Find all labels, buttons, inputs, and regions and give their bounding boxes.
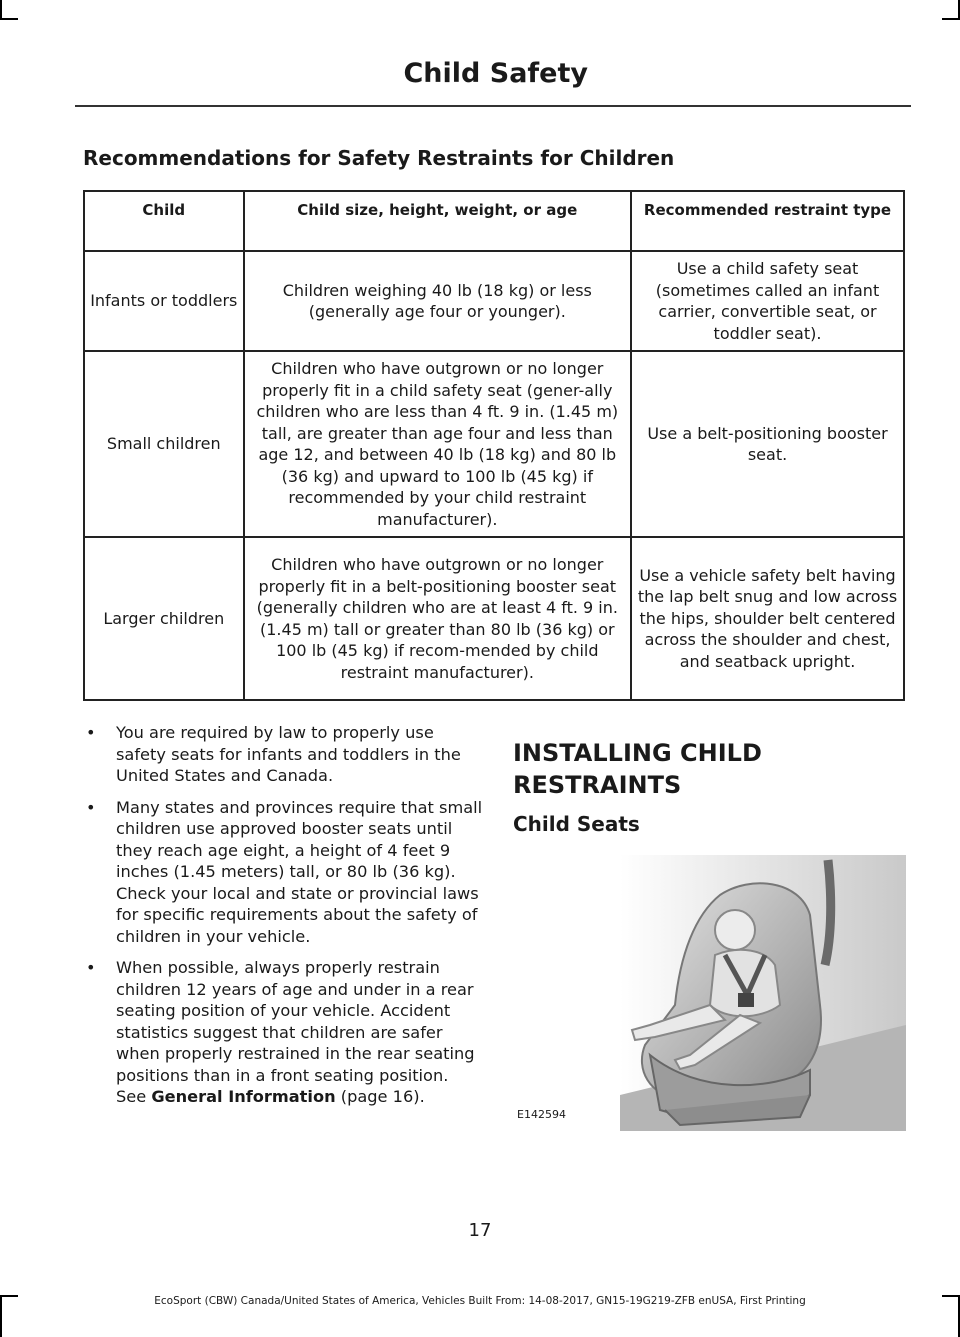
table-cell-restraint: Use a belt-positioning booster seat. [631, 351, 904, 537]
column-header-size: Child size, height, weight, or age [244, 191, 631, 251]
child-seat-illustration [510, 855, 906, 1131]
column-header-child: Child [84, 191, 244, 251]
section-title: Recommendations for Safety Restraints for Children [83, 146, 675, 170]
installing-heading-line2: RESTRAINTS [513, 771, 682, 799]
column-header-restraint: Recommended restraint type [631, 191, 904, 251]
list-item: • You are required by law to properly use safety seats for infants and toddlers in the United States and Canada. [83, 722, 483, 787]
subsection-title: Child Seats [513, 812, 640, 836]
table-cell-child: Small children [84, 351, 244, 537]
table-cell-size: Children weighing 40 lb (18 kg) or less (generally age four or younger). [244, 251, 631, 351]
bullet-list [83, 722, 483, 1118]
list-item [83, 957, 483, 1108]
crop-mark [0, 0, 2, 18]
header-divider [75, 105, 911, 107]
restraints-table [83, 190, 905, 701]
figure-label: E142594 [517, 1108, 566, 1121]
table-cell-restraint: Use a child safety seat (sometimes called an infant carrier, convertible seat, or toddler seat). [631, 251, 904, 351]
table-header-row [84, 191, 904, 251]
installing-heading [513, 737, 762, 801]
crop-mark [0, 18, 18, 20]
list-item: • Many states and provinces require that small children use approved booster seats until they reach age eight, a height of 4 feet 9 inches (1.45 meters) tall, or 80 lb (36 kg). Check your local and state or provincial laws for specific requirements about the safety of children in your vehicle. [83, 797, 483, 948]
table-cell-size: Children who have outgrown or no longer properly fit in a child safety seat (gener-ally children who are less than 4 ft. 9 in. (1.45 m) tall, are greater than age four and less than age 12, and between 40 lb (18 kg) and 80 lb (36 kg) and upward to 100 lb (45 kg) if recommended by your child restraint manufacturer). [244, 351, 631, 537]
list-item-suffix: (page 16). [335, 1087, 425, 1106]
table-cell-child: Larger children [84, 537, 244, 700]
crop-mark [942, 18, 960, 20]
table-cell-child: Infants or toddlers [84, 251, 244, 351]
list-item-text: When possible, always properly restrain children 12 years of age and under in a rear seating position of your vehicle. Accident statistics suggest that children are safer when properly restrained in the rear seating positions than in a front seating position. See [116, 958, 475, 1106]
table-row [84, 251, 904, 351]
page-header-title: Child Safety [403, 58, 588, 89]
footer-text: EcoSport (CBW) Canada/United States of America, Vehicles Built From: 14-08-2017, GN15-19G219-ZFB enUSA, First Printing [154, 1295, 806, 1307]
cross-reference-link[interactable]: General Information [151, 1087, 336, 1106]
table-cell-size: Children who have outgrown or no longer properly fit in a belt-positioning booster seat (generally children who are at least 4 ft. 9 in. (1.45 m) tall or greater than 80 lb (36 kg) or 100 lb (45 kg) if recom-mended by child restraint manufacturer). [244, 537, 631, 700]
table-row [84, 351, 904, 537]
table-row [84, 537, 904, 700]
page-number: 17 [468, 1220, 492, 1241]
installing-heading-line1: INSTALLING CHILD [513, 739, 762, 767]
table-cell-restraint: Use a vehicle safety belt having the lap belt snug and low across the hips, shoulder belt centered across the shoulder and chest, and seatback upright. [631, 537, 904, 700]
